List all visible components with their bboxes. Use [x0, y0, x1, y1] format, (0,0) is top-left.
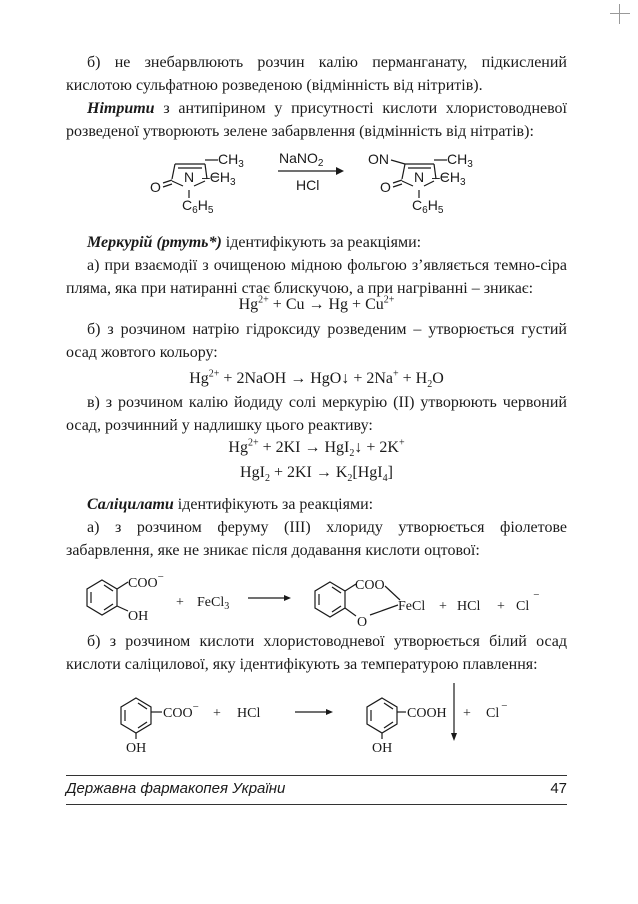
nitrogen-label-product: N [414, 169, 425, 185]
chloride-label: Cl− [516, 589, 540, 614]
hydroxyl-label: OH [128, 609, 149, 624]
paragraph-nitrites-text: з антипірином у присутності кислоти хлористоводневої розведеної утворюють зелене забарвлення (відмінність від нітратів): [66, 100, 567, 140]
carbonyl-oxygen-label: O [150, 179, 161, 195]
term-mercury: Меркурій (ртуть*) [87, 234, 222, 251]
term-nitrites: Нітрити [87, 100, 155, 117]
salicylic-acid-oh-label: OH [372, 741, 393, 756]
reagent-hcl: HCl [296, 177, 320, 193]
carboxylate-label: COO− [128, 571, 164, 591]
plus-sign: + [463, 706, 471, 721]
page-number: 47 [550, 780, 567, 797]
salicylic-acid-cooh-label: COOH [407, 706, 447, 721]
hcl-label: HCl [237, 706, 261, 721]
chelate-fecl-label: FeCl [398, 599, 426, 614]
term-salicylates: Саліцилати [87, 496, 174, 513]
footer-title: Державна фармакопея України [66, 780, 286, 797]
paragraph-mercury-b: б) з розчином натрію гідроксиду розведеним – утворюється густий осад жовтого кольору: [66, 321, 567, 361]
paragraph-mercury-text: ідентифікують за реакціями: [221, 234, 422, 251]
page-footer [66, 775, 567, 805]
ferric-chloride-label: FeCl$_3$ [197, 595, 230, 612]
phenyl-label: $C_6H_5$ [182, 197, 214, 216]
nitrogen-label: N [184, 169, 195, 185]
chelate-carboxylate-label: COO [355, 578, 385, 593]
hcl-label: HCl [457, 599, 481, 614]
reagent-nano2: NaNO$_2$ [279, 150, 324, 169]
paragraph-mercury-a: а) при взаємодії з очищеною мідною фольгою з’являється темно-сіра пляма, яка при натиранні стає блискучою, а при нагріванні – зникає: [66, 257, 567, 297]
carbonyl-oxygen-label-product: O [380, 179, 391, 195]
paragraph-mercury-c: в) з розчином калію йодиду солі меркурію (II) утворюють червоний осад, розчинний у надлишку цього реактиву: [66, 394, 567, 434]
paragraph-salicylates-text: ідентифікують за реакціями: [173, 496, 374, 513]
phenyl-label-product: $C_6H_5$ [412, 197, 444, 216]
plus-sign: + [497, 599, 505, 614]
n-methyl-label-product: $-CH_3$ [432, 169, 466, 188]
methyl-group-label: $CH_3$ [218, 151, 244, 170]
equation-hgi2-ki: $HgI_2 + 2KI \to K_2[HgI_4]$ [240, 464, 393, 485]
paragraph-nitrates-end: б) не знебарвлюють розчин калію перманганату, підкислений кислотою сульфатною розведеною (відмінність від нітритів). [66, 54, 567, 94]
precipitate-arrow-icon [451, 733, 457, 741]
chelate-oxygen-label: O [357, 615, 368, 630]
equation-hg-naoh: $Hg^{2+}$ + 2NaOH → HgO↓ + $2Na^+ + H_2O$ [189, 368, 444, 391]
equation-hg-cu: $Hg^{2+} + Cu \to Hg + Cu^{2+}$ [238, 294, 395, 313]
plus-sign: + [176, 595, 184, 610]
paragraph-salicylates-a: а) з розчином феруму (III) хлориду утворюється фіолетове забарвлення, яке не зникає після додавання кислоти оцтової: [66, 519, 567, 559]
carboxylate-label: COO− [163, 701, 199, 721]
n-methyl-label: $-CH_3$ [202, 169, 236, 188]
reaction-arrow-icon [326, 709, 333, 715]
plus-sign: + [439, 599, 447, 614]
methyl-group-label-product: $CH_3$ [447, 151, 473, 170]
nitroso-label: ON [368, 151, 389, 167]
chloride-label: Cl − [486, 700, 508, 721]
plus-sign: + [213, 706, 221, 721]
equation-hg-ki: $Hg^{2+} + 2KI$ → HgI$_2$↓ + 2K+ [228, 437, 405, 460]
paragraph-salicylates-b: б) з розчином кислоти хлористоводневої утворюється білий осад кислоти саліцилової, яку ідентифікують за температурою плавлення: [66, 633, 567, 673]
hydroxyl-label: OH [126, 741, 147, 756]
